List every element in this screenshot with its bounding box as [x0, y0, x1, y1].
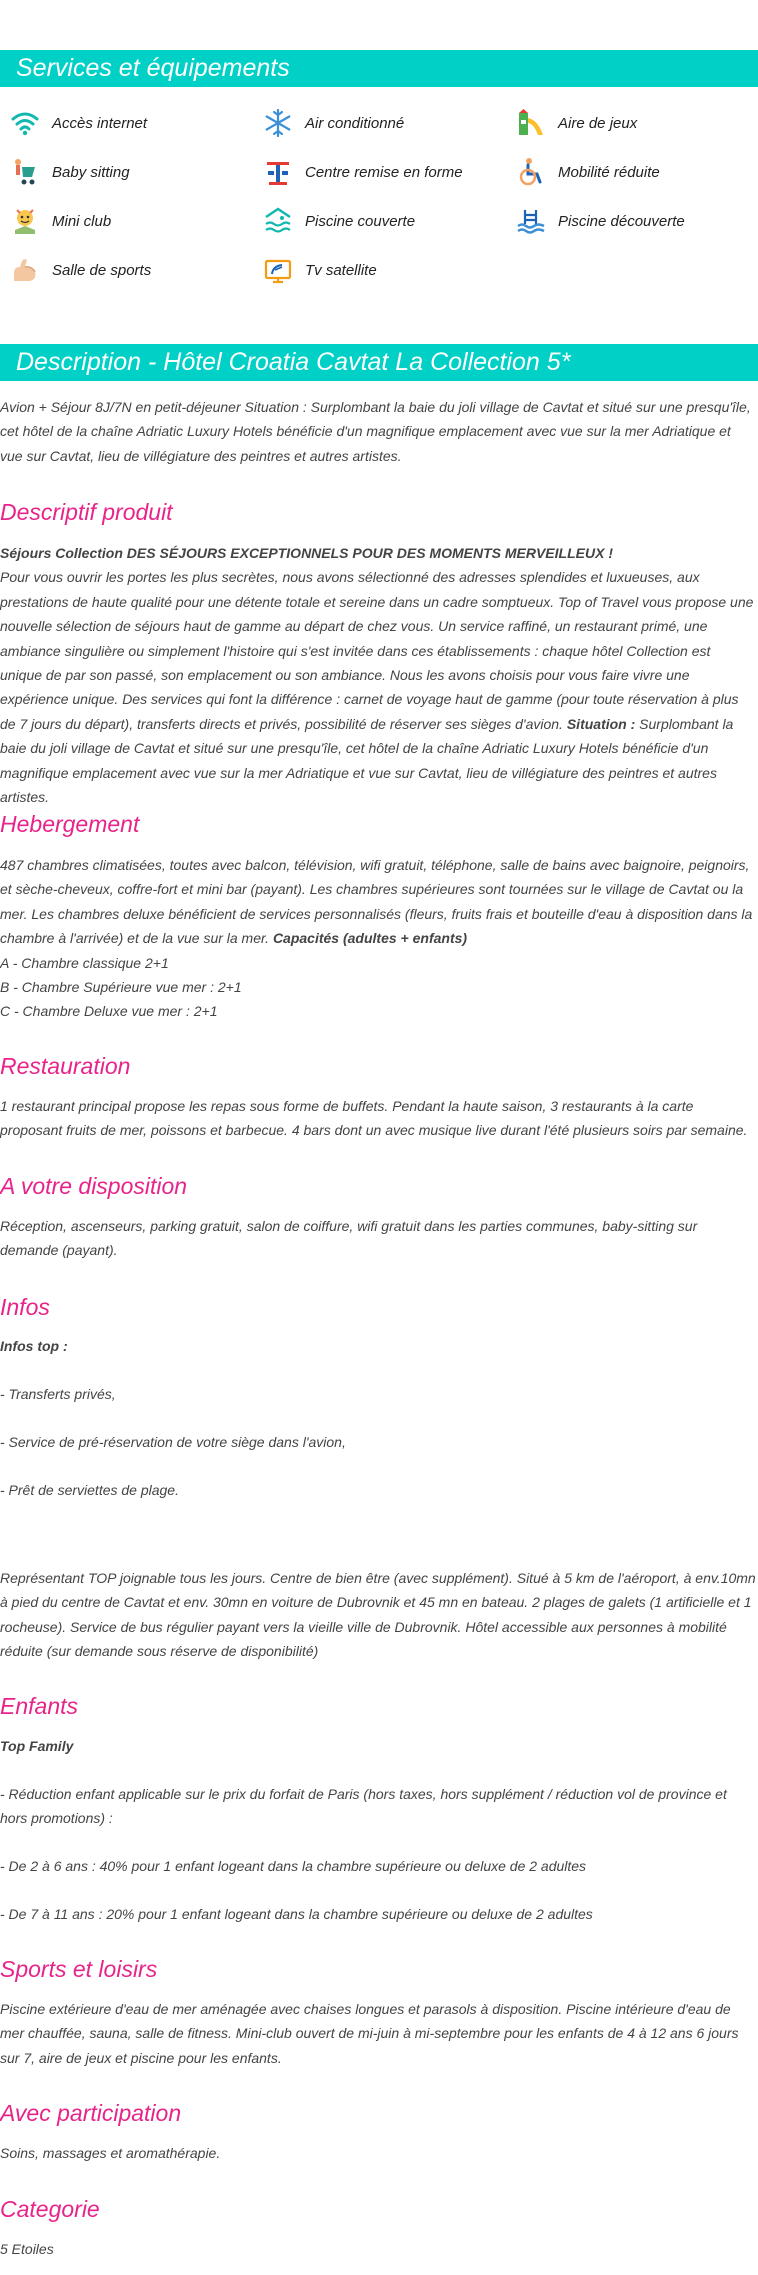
enfants-item: - Réduction enfant applicable sur le prix du forfait de Paris (hors taxes, hors supplément / réduction vol de province et hors promotions) : — [0, 1786, 727, 1827]
description-banner — [0, 344, 758, 381]
infos-item: - Transferts privés, — [0, 1386, 116, 1402]
hebergement-text — [0, 853, 756, 951]
amenity-satellite-tv: Tv satellite — [263, 253, 377, 287]
fitness-center-icon — [263, 157, 293, 187]
infos-body: Représentant TOP joignable tous les jours. Centre de bien être (avec supplément). Situé à 5 km de l'aéroport, à env.10mn à pied du centre de Cavtat et env. 30mn en voiture de Dubrovnik et 45 mn en bateau. 2 plages de galets (1 artificielle et 1 rocheuse). Service de bus régulier payant vers la vieille ville de Dubrovnik. Hôtel accessible aux personnes à mobilité réduite (sur demande sous réserve de disponibilité) — [0, 1570, 756, 1660]
amenity-mini-club: Mini club — [10, 204, 111, 238]
participation-body: Soins, massages et aromathérapie. — [0, 2145, 221, 2161]
hebergement-section — [0, 853, 756, 1024]
playground-slide-icon — [516, 108, 546, 138]
amenity-fitness-center: Centre remise en forme — [263, 155, 463, 189]
hebergement-body: 487 chambres climatisées, toutes avec balcon, télévision, wifi gratuit, téléphone, salle de bains avec baignoire, peignoirs, et sèche-cheveux, coffre-fort et mini bar (payant). Les chambres supérieures sont tournées sur le village de Cavtat ou la mer. Les chambres deluxe bénéficient de services personnalisés (fleurs, fruits frais et bouteille d'eau à disposition dans la chambre à l'arrivée) et de la vue sur la mer. — [0, 857, 753, 947]
descriptif-section — [0, 541, 756, 809]
amenity-reduced-mobility: Mobilité réduite — [516, 155, 660, 189]
amenity-indoor-pool: Piscine couverte — [263, 204, 415, 238]
enfants-top-label: Top Family — [0, 1738, 74, 1754]
amenity-air-conditioning: Air conditionné — [263, 106, 404, 140]
sports-body: Piscine extérieure d'eau de mer aménagée avec chaises longues et parasols à disposition. Piscine intérieure d'eau de mer chauffée, sauna, salle de fitness. Mini-club ouvert de mi-juin à mi-septembre pour les enfants de 4 à 12 ans 6 jours sur 7, aire de jeux et piscine pour les enfants. — [0, 2001, 739, 2066]
section-title-disposition: A votre disposition — [0, 1173, 188, 1199]
amenity-outdoor-pool: Piscine découverte — [516, 204, 685, 238]
amenity-gym: Salle de sports — [10, 253, 151, 287]
amenity-baby-sitting: Baby sitting — [10, 155, 130, 189]
indoor-pool-icon — [263, 206, 293, 236]
categorie-body: 5 Etoiles — [0, 2241, 54, 2257]
situation-text: Surplombant la baie du joli village de Cavtat et situé sur une presqu'île, cet hôtel de la chaîne Adriatic Luxury Hotels bénéficie d'un magnifique emplacement avec vue sur la mer Adriatique et vue sur Cavtat, lieu de villégiature des peintres et autres artistes. — [0, 715, 734, 806]
descriptif-body: Pour vous ouvrir les portes les plus secrètes, nous avons sélectionné des adresses splendides et luxueuses, aux prestations de haute qualité pour une détente totale et sereine dans un cadre somptueux. Top of Travel vous propose une nouvelle sélection de séjours haut de gamme au départ de chez vous. Un service raffiné, un restaurant primé, une ambiance singulière ou simplement l'histoire qui s'est invitée dans ces établissements : chaque hôtel Collection est unique de par son passé, son emplacement ou son ambiance. Nous les avons choisis pour vous faire vivre une expérience unique. Des services qui font la différence : carnet de voyage haut de gamme (pour toute réservation à plus de 7 jours du départ), transferts directs et privés, possibilité de réserver ses sièges d'avion. — [0, 569, 754, 732]
descriptif-lead: Séjours Collection DES SÉJOURS EXCEPTIONNELS POUR DES MOMENTS MERVEILLEUX ! — [0, 545, 613, 561]
amenity-playground: Aire de jeux — [516, 106, 637, 140]
stroller-icon — [10, 157, 40, 187]
section-title-infos: Infos — [0, 1294, 50, 1320]
outdoor-pool-icon — [516, 206, 546, 236]
room-item: A - Chambre classique 2+1 — [0, 954, 169, 971]
descriptif-text — [0, 565, 756, 809]
section-title-categorie: Categorie — [0, 2196, 100, 2222]
enfants-item: - De 7 à 11 ans : 20% pour 1 enfant logeant dans la chambre supérieure ou deluxe de 2 adultes — [0, 1906, 593, 1922]
section-title-restauration: Restauration — [0, 1053, 131, 1079]
section-title-sports: Sports et loisirs — [0, 1956, 158, 1982]
enfants-item: - De 2 à 6 ans : 40% pour 1 enfant logeant dans la chambre supérieure ou deluxe de 2 adultes — [0, 1858, 587, 1874]
services-title: Services et équipements — [16, 54, 290, 82]
infos-top-label: Infos top : — [0, 1338, 68, 1354]
description-intro: Avion + Séjour 8J/7N en petit-déjeuner Situation : Surplombant la baie du joli village de Cavtat et situé sur une presqu'île, cet hôtel de la chaîne Adriatic Luxury Hotels bénéficie d'un magnifique emplacement avec vue sur la mer Adriatique et vue sur Cavtat, lieu de villégiature des peintres et autres artistes. — [0, 399, 751, 464]
amenity-internet: Accès internet — [10, 106, 147, 140]
section-title-enfants: Enfants — [0, 1693, 78, 1719]
section-title-hebergement: Hebergement — [0, 811, 140, 837]
kids-club-icon — [10, 206, 40, 236]
restauration-body: 1 restaurant principal propose les repas sous forme de buffets. Pendant la haute saison, 3 restaurants à la carte proposant fruits de mer, poissons et barbecue. 4 bars dont un avec musique live durant l'été plusieurs soirs par semaine. — [0, 1098, 748, 1139]
capacity-label: Capacités (adultes + enfants) — [272, 930, 468, 947]
snowflake-icon — [263, 108, 293, 138]
satellite-tv-icon — [263, 255, 293, 285]
section-title-participation: Avec participation — [0, 2100, 182, 2126]
infos-item: - Service de pré-réservation de votre siège dans l'avion, — [0, 1434, 346, 1450]
room-item: C - Chambre Deluxe vue mer : 2+1 — [0, 1003, 218, 1020]
wheelchair-icon — [516, 157, 546, 187]
services-banner — [0, 50, 758, 87]
description-title: Description - Hôtel Croatia Cavtat La Collection 5* — [16, 348, 571, 376]
disposition-body: Réception, ascenseurs, parking gratuit, salon de coiffure, wifi gratuit dans les parties communes, baby-sitting sur demande (payant). — [0, 1218, 698, 1259]
section-title-descriptif: Descriptif produit — [0, 499, 173, 525]
situation-label: Situation : — [566, 715, 636, 732]
room-item: B - Chambre Supérieure vue mer : 2+1 — [0, 979, 242, 996]
gym-arm-icon — [10, 255, 40, 285]
wifi-icon — [10, 108, 40, 138]
infos-item: - Prêt de serviettes de plage. — [0, 1482, 179, 1498]
